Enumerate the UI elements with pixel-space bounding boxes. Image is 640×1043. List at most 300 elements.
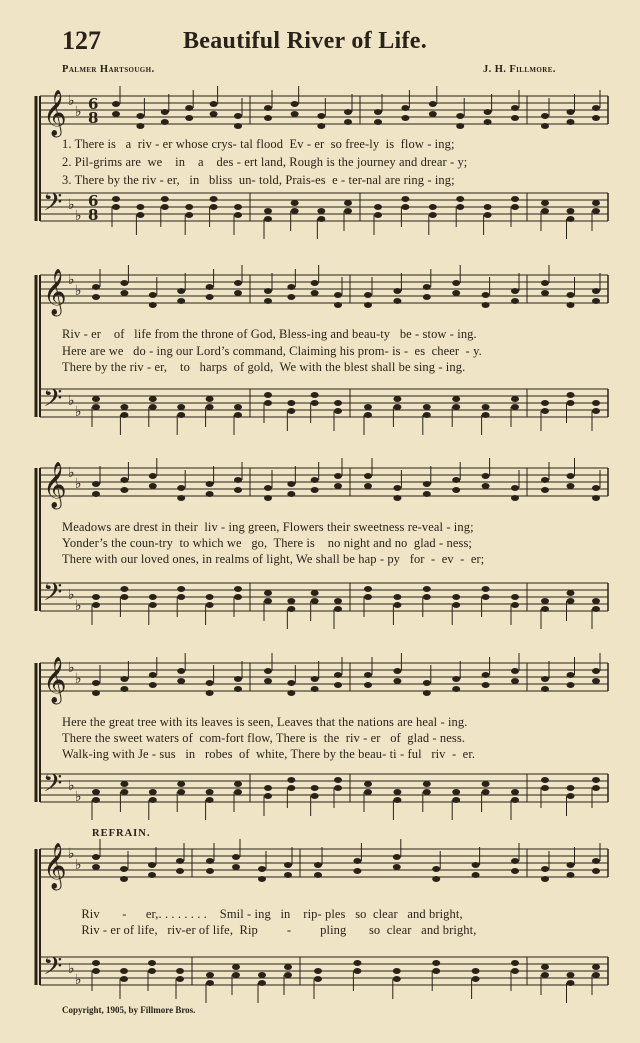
note-head bbox=[511, 204, 519, 210]
note-head bbox=[567, 682, 575, 688]
note-head bbox=[311, 598, 319, 604]
flat-sign-icon: ♭ bbox=[68, 587, 75, 603]
system-1-verse-2: 2. Pil-grims are we in a des - ert land, Rough is the journey and drear - y; bbox=[62, 155, 468, 169]
note-head bbox=[567, 785, 575, 791]
note-head bbox=[393, 298, 401, 304]
note-head bbox=[287, 777, 295, 783]
note-head bbox=[232, 964, 240, 970]
system-2-verse-1: Riv - er of life from the throne of God, Bless-ing and beau-ty be - stow - ing. bbox=[62, 327, 477, 341]
system-2-verse-3: There by the riv - er, to harps of gold, We with the blest shall be sing - ing. bbox=[62, 360, 466, 374]
flat-sign-icon: ♭ bbox=[68, 660, 75, 676]
note-head bbox=[511, 495, 519, 501]
note-head bbox=[234, 212, 242, 218]
note-head bbox=[401, 204, 409, 210]
note-head bbox=[393, 485, 401, 491]
note-head bbox=[364, 672, 372, 678]
note-head bbox=[393, 396, 401, 402]
note-head bbox=[311, 290, 319, 296]
note-head bbox=[393, 976, 401, 982]
note-head bbox=[284, 862, 292, 868]
note-head bbox=[206, 294, 214, 300]
note-head bbox=[432, 866, 440, 872]
note-head bbox=[258, 972, 266, 978]
note-head bbox=[161, 109, 169, 115]
note-head bbox=[592, 298, 600, 304]
note-head bbox=[592, 606, 600, 612]
note-head bbox=[567, 980, 575, 986]
treble-clef-icon: 𝄞 bbox=[43, 90, 67, 136]
note-head bbox=[136, 113, 144, 119]
note-head bbox=[287, 408, 295, 414]
note-head bbox=[364, 781, 372, 787]
note-head bbox=[393, 789, 401, 795]
note-head bbox=[423, 404, 431, 410]
note-head bbox=[511, 404, 519, 410]
note-head bbox=[344, 109, 352, 115]
note-head bbox=[287, 598, 295, 604]
note-head bbox=[149, 672, 157, 678]
note-head bbox=[234, 586, 242, 592]
note-head bbox=[149, 682, 157, 688]
note-head bbox=[567, 216, 575, 222]
note-head bbox=[264, 785, 272, 791]
note-head bbox=[177, 298, 185, 304]
note-head bbox=[177, 678, 185, 684]
note-head bbox=[148, 872, 156, 878]
note-head bbox=[92, 797, 100, 803]
note-head bbox=[264, 793, 272, 799]
note-head bbox=[258, 866, 266, 872]
note-head bbox=[92, 789, 100, 795]
note-head bbox=[136, 123, 144, 129]
note-head bbox=[291, 111, 299, 117]
hymn-title: Beautiful River of Life. bbox=[183, 28, 428, 54]
note-head bbox=[456, 204, 464, 210]
flat-sign-icon: ♭ bbox=[75, 283, 82, 299]
note-head bbox=[311, 793, 319, 799]
note-head bbox=[592, 668, 600, 674]
note-head bbox=[541, 598, 549, 604]
time-signature-top: 6 bbox=[88, 192, 99, 210]
note-head bbox=[423, 690, 431, 696]
note-head bbox=[353, 968, 361, 974]
note-head bbox=[234, 781, 242, 787]
note-head bbox=[92, 284, 100, 290]
note-head bbox=[120, 290, 128, 296]
note-head bbox=[393, 854, 401, 860]
note-head bbox=[92, 960, 100, 966]
refrain-line-2: Riv - er of life, riv-er of life, Rip - pling so clear and bright, bbox=[62, 923, 477, 937]
note-head bbox=[92, 481, 100, 487]
note-head bbox=[177, 668, 185, 674]
note-head bbox=[258, 980, 266, 986]
note-head bbox=[541, 477, 549, 483]
note-head bbox=[176, 858, 184, 864]
note-head bbox=[149, 396, 157, 402]
note-head bbox=[264, 216, 272, 222]
note-head bbox=[482, 594, 490, 600]
note-head bbox=[148, 968, 156, 974]
note-head bbox=[120, 686, 128, 692]
note-head bbox=[232, 854, 240, 860]
note-head bbox=[511, 298, 519, 304]
note-head bbox=[120, 781, 128, 787]
flat-sign-icon: ♭ bbox=[75, 598, 82, 614]
note-head bbox=[206, 797, 214, 803]
note-head bbox=[393, 602, 401, 608]
system-3-verse-2: Yonder’s the coun-try to which we go, There is no night and no glad - ness; bbox=[62, 536, 472, 550]
note-head bbox=[344, 208, 352, 214]
note-head bbox=[92, 968, 100, 974]
system-2-verse-2: Here are we do - ing our Lord’s command, Claiming his prom- is - es cheer - y. bbox=[62, 344, 482, 358]
note-head bbox=[177, 412, 185, 418]
note-head bbox=[511, 797, 519, 803]
note-head bbox=[364, 586, 372, 592]
note-head bbox=[482, 483, 490, 489]
note-head bbox=[264, 400, 272, 406]
note-head bbox=[177, 404, 185, 410]
treble-clef-icon: 𝄞 bbox=[43, 462, 67, 508]
flat-sign-icon: ♭ bbox=[75, 104, 82, 120]
system-3-verse-3: There with our loved ones, in realms of light, We shall be hap - py for - ev - er; bbox=[62, 552, 485, 566]
treble-clef-icon: 𝄞 bbox=[43, 269, 67, 315]
note-head bbox=[452, 477, 460, 483]
note-head bbox=[541, 876, 549, 882]
note-head bbox=[353, 960, 361, 966]
note-head bbox=[393, 864, 401, 870]
note-head bbox=[393, 797, 401, 803]
note-head bbox=[317, 123, 325, 129]
note-head bbox=[234, 412, 242, 418]
note-head bbox=[423, 294, 431, 300]
note-head bbox=[284, 972, 292, 978]
note-head bbox=[374, 212, 382, 218]
note-head bbox=[482, 292, 490, 298]
note-head bbox=[592, 868, 600, 874]
note-head bbox=[364, 404, 372, 410]
note-head bbox=[592, 785, 600, 791]
flat-sign-icon: ♭ bbox=[68, 197, 75, 213]
note-head bbox=[541, 400, 549, 406]
note-head bbox=[206, 481, 214, 487]
note-head bbox=[92, 854, 100, 860]
note-head bbox=[393, 288, 401, 294]
note-head bbox=[234, 290, 242, 296]
note-head bbox=[423, 412, 431, 418]
note-head bbox=[393, 678, 401, 684]
note-head bbox=[334, 682, 342, 688]
note-head bbox=[592, 400, 600, 406]
note-head bbox=[423, 680, 431, 686]
note-head bbox=[511, 485, 519, 491]
note-head bbox=[423, 586, 431, 592]
note-head bbox=[264, 590, 272, 596]
note-head bbox=[149, 302, 157, 308]
note-head bbox=[234, 789, 242, 795]
note-head bbox=[511, 288, 519, 294]
flat-sign-icon: ♭ bbox=[68, 961, 75, 977]
note-head bbox=[541, 606, 549, 612]
note-head bbox=[177, 495, 185, 501]
note-head bbox=[334, 408, 342, 414]
note-head bbox=[364, 789, 372, 795]
note-head bbox=[567, 672, 575, 678]
note-head bbox=[541, 686, 549, 692]
flat-sign-icon: ♭ bbox=[68, 272, 75, 288]
note-head bbox=[264, 668, 272, 674]
note-head bbox=[136, 212, 144, 218]
flat-sign-icon: ♭ bbox=[68, 465, 75, 481]
note-head bbox=[541, 866, 549, 872]
note-head bbox=[452, 594, 460, 600]
note-head bbox=[541, 785, 549, 791]
note-head bbox=[234, 280, 242, 286]
note-head bbox=[311, 280, 319, 286]
note-head bbox=[284, 964, 292, 970]
note-head bbox=[592, 678, 600, 684]
note-head bbox=[206, 789, 214, 795]
note-head bbox=[291, 208, 299, 214]
note-head bbox=[210, 101, 218, 107]
note-head bbox=[148, 862, 156, 868]
note-head bbox=[511, 868, 519, 874]
note-head bbox=[353, 858, 361, 864]
note-head bbox=[314, 862, 322, 868]
note-head bbox=[112, 196, 120, 202]
note-head bbox=[567, 392, 575, 398]
note-head bbox=[482, 789, 490, 795]
note-head bbox=[429, 111, 437, 117]
note-head bbox=[314, 968, 322, 974]
note-head bbox=[206, 980, 214, 986]
note-head bbox=[234, 676, 242, 682]
note-head bbox=[567, 119, 575, 125]
note-head bbox=[120, 976, 128, 982]
treble-clef-icon: 𝄞 bbox=[43, 843, 67, 889]
note-head bbox=[423, 789, 431, 795]
note-head bbox=[484, 204, 492, 210]
note-head bbox=[511, 396, 519, 402]
note-head bbox=[120, 487, 128, 493]
note-head bbox=[149, 473, 157, 479]
note-head bbox=[206, 491, 214, 497]
note-head bbox=[287, 284, 295, 290]
note-head bbox=[393, 668, 401, 674]
note-head bbox=[161, 204, 169, 210]
note-head bbox=[401, 105, 409, 111]
note-head bbox=[177, 594, 185, 600]
note-head bbox=[592, 408, 600, 414]
composer-credit: J. H. Fillmore. bbox=[483, 64, 556, 75]
note-head bbox=[120, 404, 128, 410]
note-head bbox=[291, 200, 299, 206]
bass-clef-icon: 𝄢 bbox=[43, 952, 63, 987]
note-head bbox=[592, 972, 600, 978]
note-head bbox=[264, 598, 272, 604]
note-head bbox=[364, 302, 372, 308]
bass-clef-icon: 𝄢 bbox=[43, 769, 63, 804]
note-head bbox=[311, 785, 319, 791]
flat-sign-icon: ♭ bbox=[75, 857, 82, 873]
note-head bbox=[185, 115, 193, 121]
lyricist-credit: Palmer Hartsough. bbox=[62, 64, 155, 75]
note-head bbox=[393, 495, 401, 501]
note-head bbox=[120, 676, 128, 682]
note-head bbox=[567, 972, 575, 978]
note-head bbox=[567, 292, 575, 298]
note-head bbox=[374, 119, 382, 125]
note-head bbox=[423, 781, 431, 787]
time-signature-bottom: 8 bbox=[88, 206, 99, 224]
note-head bbox=[541, 200, 549, 206]
note-head bbox=[264, 485, 272, 491]
note-head bbox=[344, 200, 352, 206]
note-head bbox=[541, 123, 549, 129]
note-head bbox=[149, 797, 157, 803]
note-head bbox=[92, 396, 100, 402]
note-head bbox=[567, 400, 575, 406]
note-head bbox=[258, 876, 266, 882]
note-head bbox=[92, 864, 100, 870]
note-head bbox=[452, 396, 460, 402]
note-head bbox=[456, 113, 464, 119]
note-head bbox=[472, 968, 480, 974]
note-head bbox=[148, 960, 156, 966]
note-head bbox=[484, 119, 492, 125]
note-head bbox=[592, 964, 600, 970]
note-head bbox=[334, 483, 342, 489]
note-head bbox=[287, 785, 295, 791]
note-head bbox=[482, 781, 490, 787]
system-3-verse-1: Meadows are drest in their liv - ing green, Flowers their sweetness re-veal - ing; bbox=[62, 520, 474, 534]
note-head bbox=[364, 473, 372, 479]
note-head bbox=[314, 976, 322, 982]
note-head bbox=[311, 477, 319, 483]
flat-sign-icon: ♭ bbox=[68, 778, 75, 794]
system-4-verse-1: Here the great tree with its leaves is seen, Leaves that the nations are heal - ing. bbox=[62, 715, 468, 729]
note-head bbox=[264, 298, 272, 304]
note-head bbox=[234, 594, 242, 600]
note-head bbox=[206, 396, 214, 402]
note-head bbox=[112, 111, 120, 117]
note-head bbox=[456, 123, 464, 129]
note-head bbox=[287, 606, 295, 612]
bass-clef-icon: 𝄢 bbox=[43, 188, 63, 223]
note-head bbox=[592, 858, 600, 864]
note-head bbox=[541, 676, 549, 682]
note-head bbox=[374, 109, 382, 115]
note-head bbox=[234, 404, 242, 410]
note-head bbox=[472, 862, 480, 868]
note-head bbox=[484, 212, 492, 218]
note-head bbox=[264, 392, 272, 398]
note-head bbox=[334, 598, 342, 604]
note-head bbox=[567, 473, 575, 479]
note-head bbox=[176, 968, 184, 974]
note-head bbox=[567, 872, 575, 878]
note-head bbox=[429, 204, 437, 210]
flat-sign-icon: ♭ bbox=[75, 208, 82, 224]
note-head bbox=[423, 491, 431, 497]
note-head bbox=[432, 968, 440, 974]
refrain-label: REFRAIN. bbox=[92, 828, 151, 839]
note-head bbox=[592, 288, 600, 294]
note-head bbox=[284, 872, 292, 878]
note-head bbox=[334, 777, 342, 783]
note-head bbox=[149, 602, 157, 608]
note-head bbox=[149, 404, 157, 410]
note-head bbox=[567, 483, 575, 489]
note-head bbox=[311, 676, 319, 682]
note-head bbox=[210, 111, 218, 117]
note-head bbox=[541, 777, 549, 783]
note-head bbox=[452, 280, 460, 286]
note-head bbox=[452, 487, 460, 493]
note-head bbox=[567, 590, 575, 596]
system-4-verse-2: There the sweet waters of com-fort flow, There is the riv - er of glad - ness. bbox=[62, 731, 466, 745]
flat-sign-icon: ♭ bbox=[68, 393, 75, 409]
note-head bbox=[334, 672, 342, 678]
note-head bbox=[264, 208, 272, 214]
note-head bbox=[149, 789, 157, 795]
note-head bbox=[423, 481, 431, 487]
note-head bbox=[314, 872, 322, 878]
note-head bbox=[234, 686, 242, 692]
note-head bbox=[511, 115, 519, 121]
note-head bbox=[541, 972, 549, 978]
note-head bbox=[206, 594, 214, 600]
note-head bbox=[287, 680, 295, 686]
note-head bbox=[264, 105, 272, 111]
note-head bbox=[567, 208, 575, 214]
note-head bbox=[264, 678, 272, 684]
note-head bbox=[291, 101, 299, 107]
note-head bbox=[136, 204, 144, 210]
note-head bbox=[92, 404, 100, 410]
note-head bbox=[452, 686, 460, 692]
note-head bbox=[482, 586, 490, 592]
note-head bbox=[482, 412, 490, 418]
note-head bbox=[452, 602, 460, 608]
note-head bbox=[567, 793, 575, 799]
copyright-notice: Copyright, 1905, by Fillmore Bros. bbox=[62, 1005, 196, 1015]
note-head bbox=[482, 473, 490, 479]
note-head bbox=[185, 212, 193, 218]
note-head bbox=[232, 972, 240, 978]
note-head bbox=[185, 204, 193, 210]
note-head bbox=[393, 594, 401, 600]
note-head bbox=[92, 491, 100, 497]
note-head bbox=[234, 204, 242, 210]
note-head bbox=[177, 781, 185, 787]
flat-sign-icon: ♭ bbox=[75, 671, 82, 687]
hymn-number: 127 bbox=[62, 26, 101, 55]
time-signature-bottom: 8 bbox=[88, 109, 99, 127]
note-head bbox=[511, 858, 519, 864]
flat-sign-icon: ♭ bbox=[75, 972, 82, 988]
note-head bbox=[592, 200, 600, 206]
flat-sign-icon: ♭ bbox=[68, 846, 75, 862]
note-head bbox=[149, 483, 157, 489]
note-head bbox=[541, 290, 549, 296]
note-head bbox=[567, 598, 575, 604]
note-head bbox=[511, 678, 519, 684]
note-head bbox=[541, 208, 549, 214]
note-head bbox=[511, 968, 519, 974]
note-head bbox=[120, 968, 128, 974]
note-head bbox=[120, 789, 128, 795]
note-head bbox=[287, 690, 295, 696]
